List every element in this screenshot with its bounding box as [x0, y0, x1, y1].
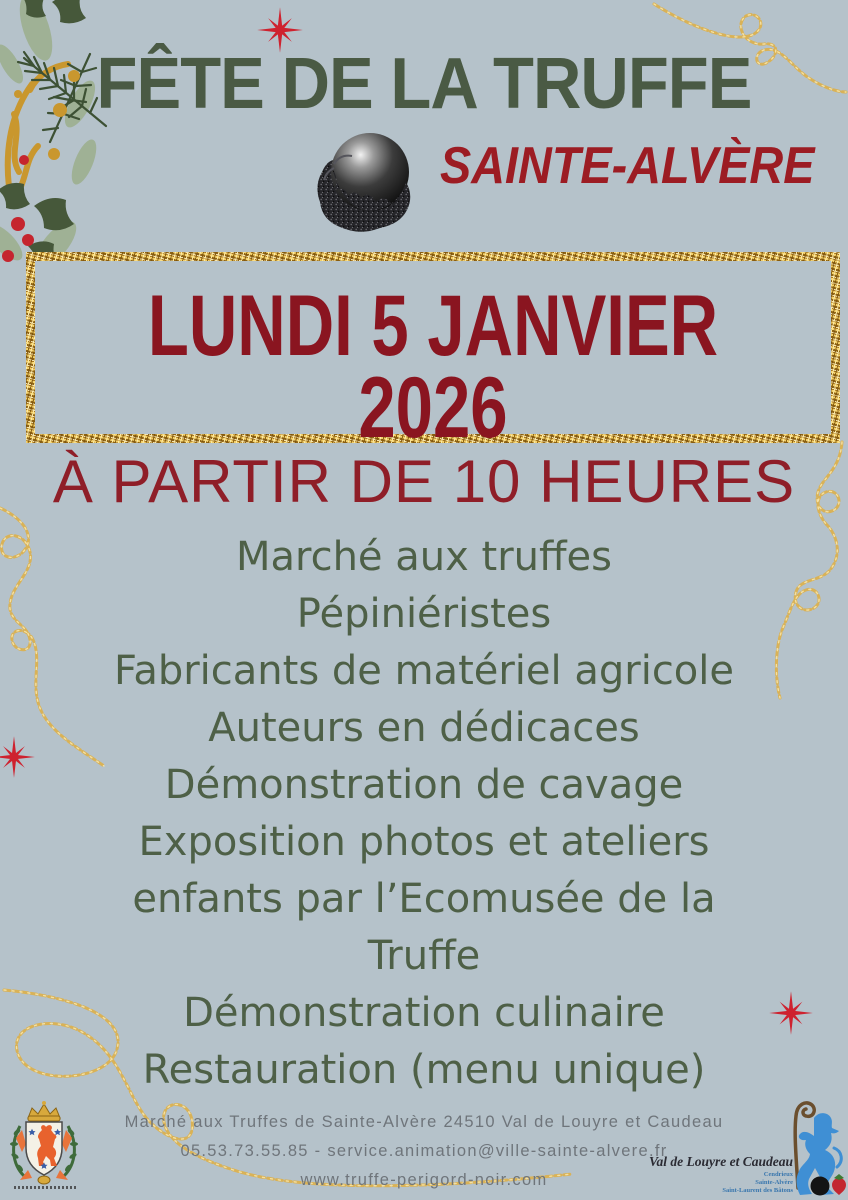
- event-line: Pépiniéristes: [296, 591, 552, 637]
- event-line: Auteurs en dédicaces: [208, 705, 640, 751]
- lion-logo-icon: [776, 1096, 846, 1198]
- commune-item: Sainte-Alvère: [755, 1179, 793, 1186]
- date-line-2: 2026: [358, 360, 508, 456]
- event-line: enfants par l’Ecomusée de la: [132, 876, 716, 922]
- event-line: Marché aux truffes: [236, 534, 612, 580]
- event-line: Démonstration culinaire: [183, 990, 665, 1036]
- commune-logo-communes: [630, 1171, 793, 1195]
- date-box-inner: [35, 261, 831, 456]
- event-line: Fabricants de matériel agricole: [113, 648, 735, 694]
- holly-branch-icon: [0, 0, 126, 270]
- gold-swirl-right-icon: [740, 430, 848, 720]
- motto-text: [14, 1186, 76, 1189]
- date-box: [26, 252, 840, 456]
- sparkle-star-right-icon: [768, 990, 814, 1036]
- sparkle-star-left-icon: [0, 735, 36, 779]
- date-line-1: LUNDI 5 JANVIER: [147, 278, 719, 374]
- footer-address: Marché aux Truffes de Sainte-Alvère 24510 Val de Louyre et Caudeau: [124, 1113, 724, 1131]
- footer-website: www.truffe-perigord-noir.com: [300, 1171, 548, 1189]
- time-line: À PARTIR DE 10 HEURES: [52, 448, 796, 515]
- poster-subtitle: SAINTE-ALVÈRE: [440, 137, 815, 195]
- footer-phone-email: 05.53.73.55.85 - service.animation@ville-sainte-alvere.fr: [180, 1142, 668, 1160]
- truffle-photo: [310, 128, 422, 234]
- gold-swirl-top-right-icon: [640, 0, 848, 118]
- commune-item: Cendrieux: [763, 1171, 793, 1178]
- commune-item: Saint-Laurent des Bâtons: [722, 1187, 793, 1194]
- event-line: Démonstration de cavage: [164, 762, 684, 808]
- commune-logo-name: Val de Louyre et Caudeau: [649, 1154, 793, 1169]
- event-line: Restauration (menu unique): [142, 1047, 706, 1093]
- event-line: Truffe: [367, 933, 481, 979]
- poster-title: FÊTE DE LA TRUFFE: [96, 44, 752, 124]
- coat-of-arms-icon: [8, 1100, 80, 1188]
- event-line: Exposition photos et ateliers: [138, 819, 710, 865]
